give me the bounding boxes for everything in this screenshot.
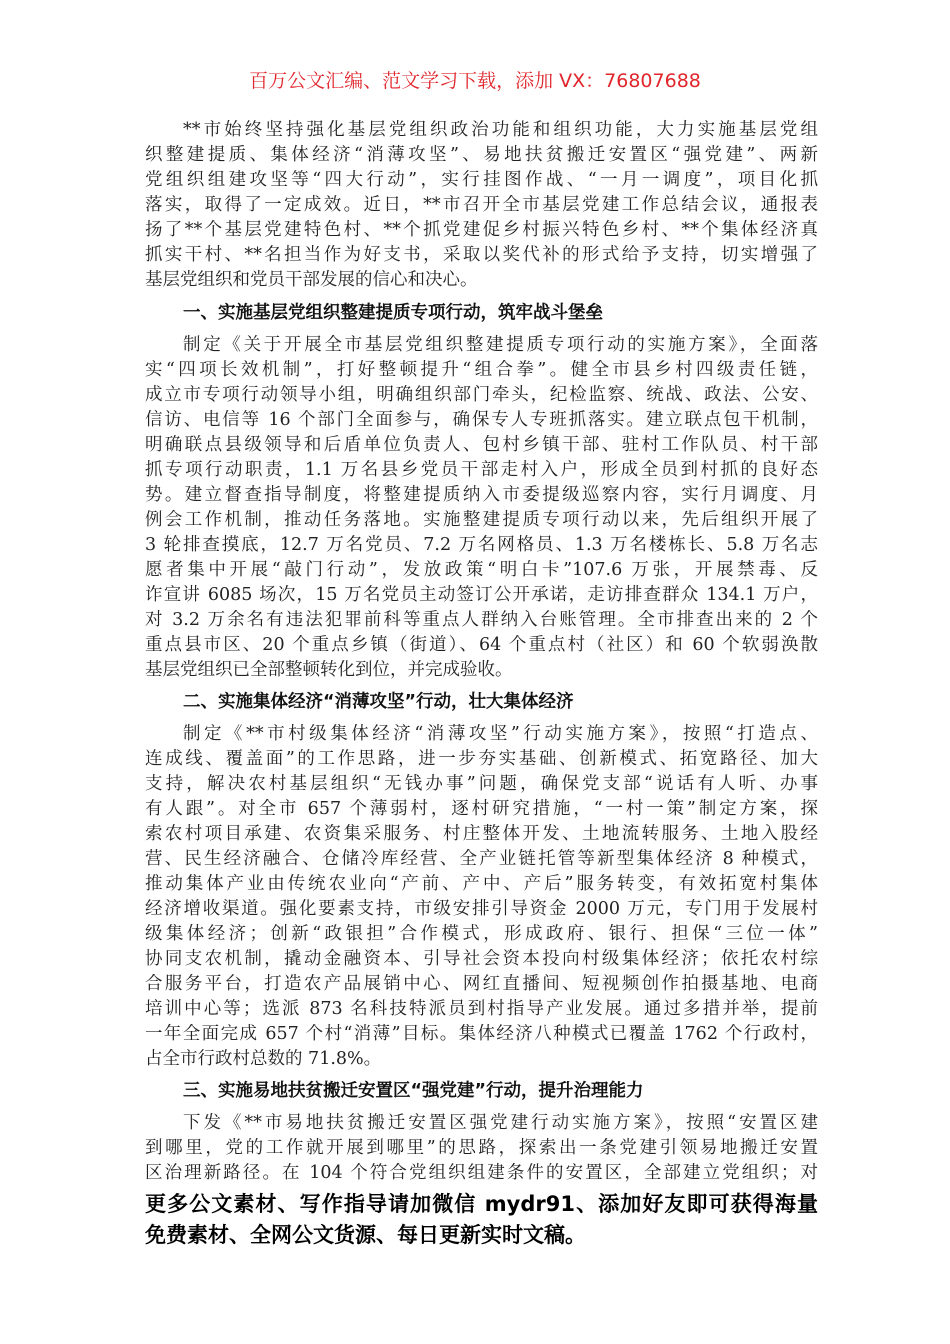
- text-line: 信访、电信等 16 个部门全面参与，确保专人专班抓落实。建立联点包干机制，: [145, 410, 818, 430]
- text-line: 党组织组建攻坚等“四大行动”，实行挂图作战、“一月一调度”，项目化抓: [145, 170, 818, 190]
- text-line: 抓专项行动职责，1.1 万名县乡党员干部走村入户，形成全员到村抓的良好态: [145, 460, 818, 480]
- text-line: 3 轮排查摸底，12.7 万名党员、7.2 万名网格员、1.3 万名楼栋长、5.8 万名志: [145, 535, 818, 555]
- text-line: 合服务平台，打造农产品展销中心、网红直播间、短视频创作拍摄基地、电商: [145, 974, 818, 994]
- text-line: 级集体经济；创新“政银担”合作模式，形成政府、银行、担保“三位一体”: [145, 924, 818, 944]
- section-1: [145, 301, 818, 683]
- text-line: 基层党组织和党员干部发展的信心和决心。: [145, 270, 478, 290]
- text-line: 区治理新路径。在 104 个符合党组织组建条件的安置区，全部建立党组织；对: [145, 1163, 818, 1183]
- text-line: 制定《关于开展全市基层党组织整建提质专项行动的实施方案》，全面落: [183, 335, 818, 355]
- text-line: 实“四项长效机制”，打好整顿提升“组合拳”。健全市县乡村四级责任链，: [145, 360, 818, 380]
- text-line: 扬了**个基层党建特色村、**个抓党建促乡村振兴特色乡村、**个集体经济真: [145, 220, 818, 240]
- text-line: 更多公文素材、写作指导请加微信 mydr91、添加好友即可获得海量: [145, 1192, 818, 1216]
- section-heading: 二、实施集体经济“消薄攻坚”行动，壮大集体经济: [183, 692, 574, 712]
- text-line: 一年全面完成 657 个村“消薄”目标。集体经济八种模式已覆盖 1762 个行政村，: [145, 1024, 818, 1044]
- text-line: 经济增收渠道。强化要素支持，市级安排引导资金 2000 万元，专门用于发展村: [145, 899, 818, 919]
- section-2: [145, 690, 818, 1072]
- text-line: 抓实干村、**名担当作为好支书，采取以奖代补的形式给予支持，切实增强了: [145, 245, 818, 265]
- text-line: 明确联点县级领导和后盾单位负责人、包村乡镇干部、驻村工作队员、村干部: [145, 435, 818, 455]
- section-3: [145, 1079, 818, 1186]
- text-line: 织整建提质、集体经济“消薄攻坚”、易地扶贫搬迁安置区“强党建”、两新: [145, 145, 818, 165]
- text-line: 愿者集中开展“敲门行动”，发放政策“明白卡”107.6 万张，开展禁毒、反: [145, 560, 818, 580]
- section-heading: 三、实施易地扶贫搬迁安置区“强党建”行动，提升治理能力: [183, 1081, 644, 1101]
- text-line: 索农村项目承建、农资集采服务、村庄整体开发、土地流转服务、土地入股经: [145, 824, 818, 844]
- text-line: 重点县市区、20 个重点乡镇（街道）、64 个重点村（社区）和 60 个软弱涣散: [145, 635, 818, 655]
- text-line: 到哪里，党的工作就开展到哪里”的思路，探索出一条党建引领易地搬迁安置: [145, 1138, 818, 1158]
- text-line: 占全市行政村总数的 71.8%。: [145, 1049, 382, 1069]
- text-line: 支持，解决农村基层组织“无钱办事”问题，确保党支部“说话有人听、办事: [145, 774, 818, 794]
- text-line: 培训中心等；选派 873 名科技特派员到村指导产业发展。通过多措并举，提前: [145, 999, 818, 1019]
- text-line: 对 3.2 万余名有违法犯罪前科等重点人群纳入台账管理。全市排查出来的 2 个: [145, 610, 818, 630]
- section-heading: 一、实施基层党组织整建提质专项行动，筑牢战斗堡垒: [183, 303, 603, 323]
- text-line: 营、民生经济融合、仓储冷库经营、全产业链托管等新型集体经济 8 种模式，: [145, 849, 818, 869]
- text-line: 连成线、覆盖面”的工作思路，进一步夯实基础、创新模式、拓宽路径、加大: [145, 749, 818, 769]
- text-line: 势。建立督查指导制度，将整建提质纳入市委提级巡察内容，实行月调度、月: [145, 485, 818, 505]
- watermark-header: 百万公文汇编、范文学习下载，添加 VX：76807688: [249, 70, 701, 92]
- text-line: 免费素材、全网公文货源、每日更新实时文稿。: [145, 1223, 586, 1247]
- text-line: 有人跟”。对全市 657 个薄弱村，逐村研究措施，“一村一策”制定方案，探: [145, 799, 818, 819]
- text-line: 成立市专项行动领导小组，明确组织部门牵头，纪检监察、统战、政法、公安、: [145, 385, 818, 405]
- text-line: 推动集体产业由传统农业向“产前、产中、产后”服务转变，有效拓宽村集体: [145, 874, 818, 894]
- text-line: 基层党组织已全部整顿转化到位，并完成验收。: [145, 660, 513, 680]
- text-line: 例会工作机制，推动任务落地。实施整建提质专项行动以来，先后组织开展了: [145, 510, 818, 530]
- intro-paragraph: [145, 118, 818, 293]
- text-line: 制定《**市村级集体经济“消薄攻坚”行动实施方案》，按照“打造点、: [183, 724, 818, 744]
- text-line: 诈宣讲 6085 场次，15 万名党员主动签订公开承诺，走访排查群众 134.1 万户，: [145, 585, 818, 605]
- promo-footer: [145, 1189, 818, 1251]
- text-line: 落实，取得了一定成效。近日，**市召开全市基层党建工作总结会议，通报表: [145, 195, 818, 215]
- text-line: **市始终坚持强化基层党组织政治功能和组织功能，大力实施基层党组: [183, 120, 818, 140]
- text-line: 协同支农机制，撬动金融资本、引导社会资本投向村级集体经济；依托农村综: [145, 949, 818, 969]
- text-line: 下发《**市易地扶贫搬迁安置区强党建行动实施方案》，按照“安置区建: [183, 1113, 818, 1133]
